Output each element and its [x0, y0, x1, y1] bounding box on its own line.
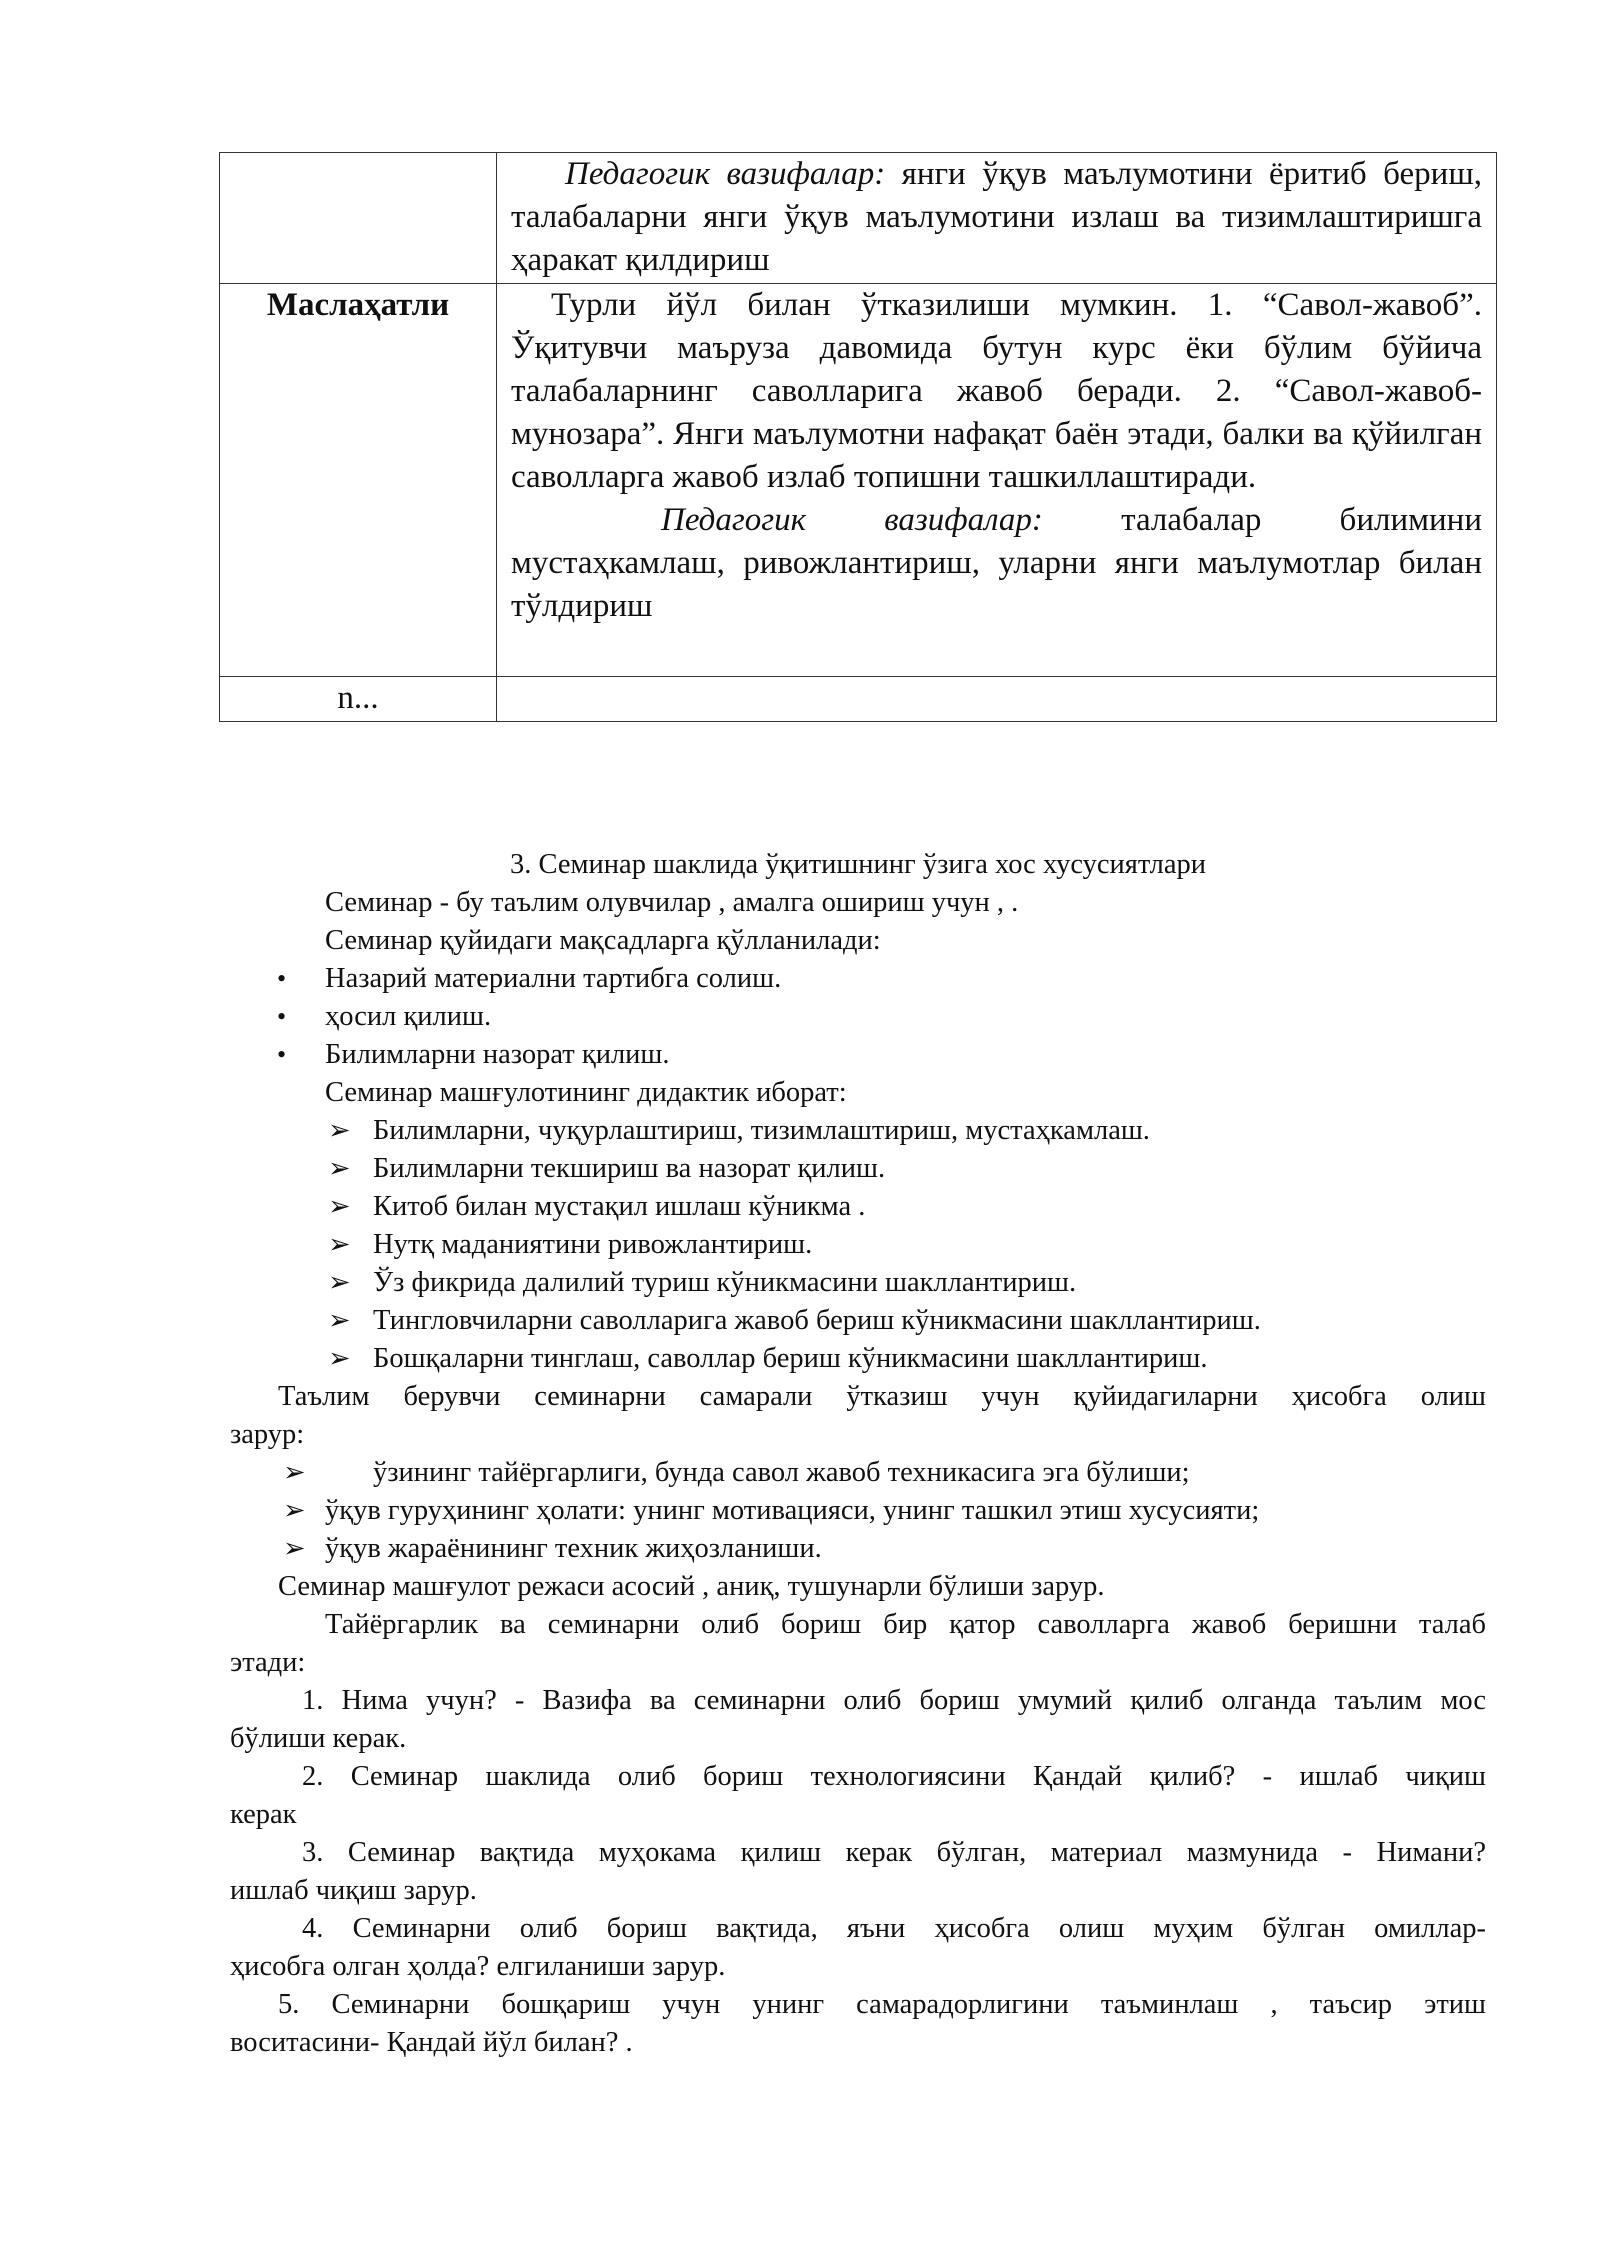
question-item: 4. Семинарни олиб бориш вақтида, яъни ҳисобга олиш муҳим бўлган омиллар- — [302, 1913, 1486, 1944]
bullet-icon: • — [277, 1040, 287, 1069]
question-item: ҳисобга олган ҳолда? елгиланиши зарур. — [230, 1951, 726, 1982]
arrow-bullet-icon: ➢ — [283, 1457, 306, 1488]
bullet-icon: • — [277, 1002, 287, 1031]
paragraph: Семинар қуйидаги мақсадларга қўлланилади: — [325, 925, 881, 956]
table-cell-label — [220, 153, 497, 284]
paragraph: Семинар машғулот режаси асосий , аниқ, тушунарли бўлиши зарур. — [278, 1571, 1105, 1602]
question-item: 3. Семинар вақтида муҳокама қилиш керак бўлган, материал мазмунида - Нимани? — [302, 1837, 1486, 1868]
pedagogical-tasks-text: янги ўқув маълумотини ёритиб бериш, талабаларни янги ўқув маълумотини излаш ва тизимлаштиришга ҳаракат қилдириш — [511, 156, 1482, 278]
pedagogical-tasks-text: талабалар билимини мустаҳкамлаш, ривожлантириш, уларни янги маълумотлар билан тўлдириш — [511, 502, 1482, 624]
table-cell-label: n... — [220, 677, 497, 722]
arrow-bullet-icon: ➢ — [328, 1115, 351, 1146]
list-item: Назарий материални тартибга солиш. — [325, 963, 782, 994]
list-item: ўқув гуруҳининг ҳолати: унинг мотивацияси, унинг ташкил этиш хусусияти; — [325, 1495, 1260, 1526]
arrow-bullet-icon: ➢ — [328, 1153, 351, 1184]
table-cell-description — [497, 153, 1497, 284]
question-item: 1. Нима учун? - Вазифа ва семинарни олиб бориш умумий қилиб олганда таълим мос — [302, 1685, 1486, 1716]
question-item: бўлиши керак. — [230, 1723, 407, 1754]
arrow-bullet-icon: ➢ — [328, 1267, 351, 1298]
method-name: Маслаҳатли — [266, 287, 450, 323]
method-table — [219, 152, 1497, 722]
paragraph: Семинар - бу таълим олувчилар , амалга ошириш учун , . — [325, 887, 1019, 918]
list-item: Нутқ маданиятини ривожлантириш. — [373, 1229, 813, 1260]
list-item: Билимларни назорат қилиш. — [325, 1039, 670, 1070]
pedagogical-tasks-label: Педагогик вазифалар: — [565, 156, 886, 192]
paragraph: Таълим берувчи семинарни самарали ўтказиш учун қуйидагиларни ҳисобга олиш — [278, 1381, 1486, 1412]
arrow-bullet-icon: ➢ — [328, 1343, 351, 1374]
question-item: воситасини- Қандай йўл билан? . — [230, 2027, 633, 2058]
list-item: Бошқаларни тинглаш, саволлар бериш кўникмасини шакллантириш. — [373, 1343, 1208, 1374]
list-item: ўқув жараёнининг техник жиҳозланиши. — [325, 1533, 822, 1564]
arrow-bullet-icon: ➢ — [328, 1229, 351, 1260]
table-row — [220, 284, 1497, 677]
list-item: Билимларни текшириш ва назорат қилиш. — [373, 1153, 886, 1184]
question-item: керак — [230, 1799, 297, 1830]
list-item: Билимларни, чуқурлаштириш, тизимлаштириш, мустаҳкамлаш. — [373, 1115, 1150, 1146]
pedagogical-tasks-label: Педагогик вазифалар: — [661, 502, 1043, 538]
table-cell-label — [220, 284, 497, 677]
list-item: Китоб билан мустақил ишлаш кўникма . — [373, 1191, 866, 1222]
list-item: Тингловчиларни саволларига жавоб бериш кўникмасини шакллантириш. — [373, 1305, 1261, 1336]
table-cell-description — [497, 677, 1497, 722]
question-item: 2. Семинар шаклида олиб бориш технологиясини Қандай қилиб? - ишлаб чиқиш — [302, 1761, 1486, 1792]
table-row — [220, 677, 1497, 722]
list-item: Ўз фикрида далилий туриш кўникмасини шакллантириш. — [373, 1267, 1077, 1298]
arrow-bullet-icon: ➢ — [283, 1495, 306, 1526]
list-item: ўзининг тайёргарлиги, бунда савол жавоб техникасига эга бўлиши; — [373, 1457, 1190, 1488]
arrow-bullet-icon: ➢ — [328, 1305, 351, 1336]
question-item: ишлаб чиқиш зарур. — [230, 1875, 477, 1906]
paragraph: Тайёргарлик ва семинарни олиб бориш бир қатор саволларга жавоб беришни талаб — [325, 1609, 1486, 1640]
table-cell-description — [497, 284, 1497, 677]
table-row — [220, 153, 1497, 284]
paragraph: зарур: — [230, 1419, 305, 1450]
method-description: Турли йўл билан ўтказилиши мумкин. 1. “Савол-жавоб”. Ўқитувчи маъруза давомида бутун курс ёки бўлим бўйича талабаларнинг саволларига жавоб беради. 2. “Савол-жавоб-мунозара”. Янги маълумотни нафақат баён этади, балки ва қўйилган саволларга жавоб излаб топишни ташкиллаштиради. — [511, 287, 1482, 495]
paragraph: этади: — [230, 1647, 306, 1678]
question-item: 5. Семинарни бошқариш учун унинг самарадорлигини таъминлаш , таъсир этиш — [278, 1989, 1486, 2020]
arrow-bullet-icon: ➢ — [283, 1533, 306, 1564]
bullet-icon: • — [277, 964, 287, 993]
section-heading: 3. Семинар шаклида ўқитишнинг ўзига хос хусусиятлари — [510, 849, 1207, 880]
paragraph: Семинар машғулотининг дидактик иборат: — [325, 1077, 847, 1108]
list-item: ҳосил қилиш. — [325, 1001, 492, 1032]
arrow-bullet-icon: ➢ — [328, 1191, 351, 1222]
